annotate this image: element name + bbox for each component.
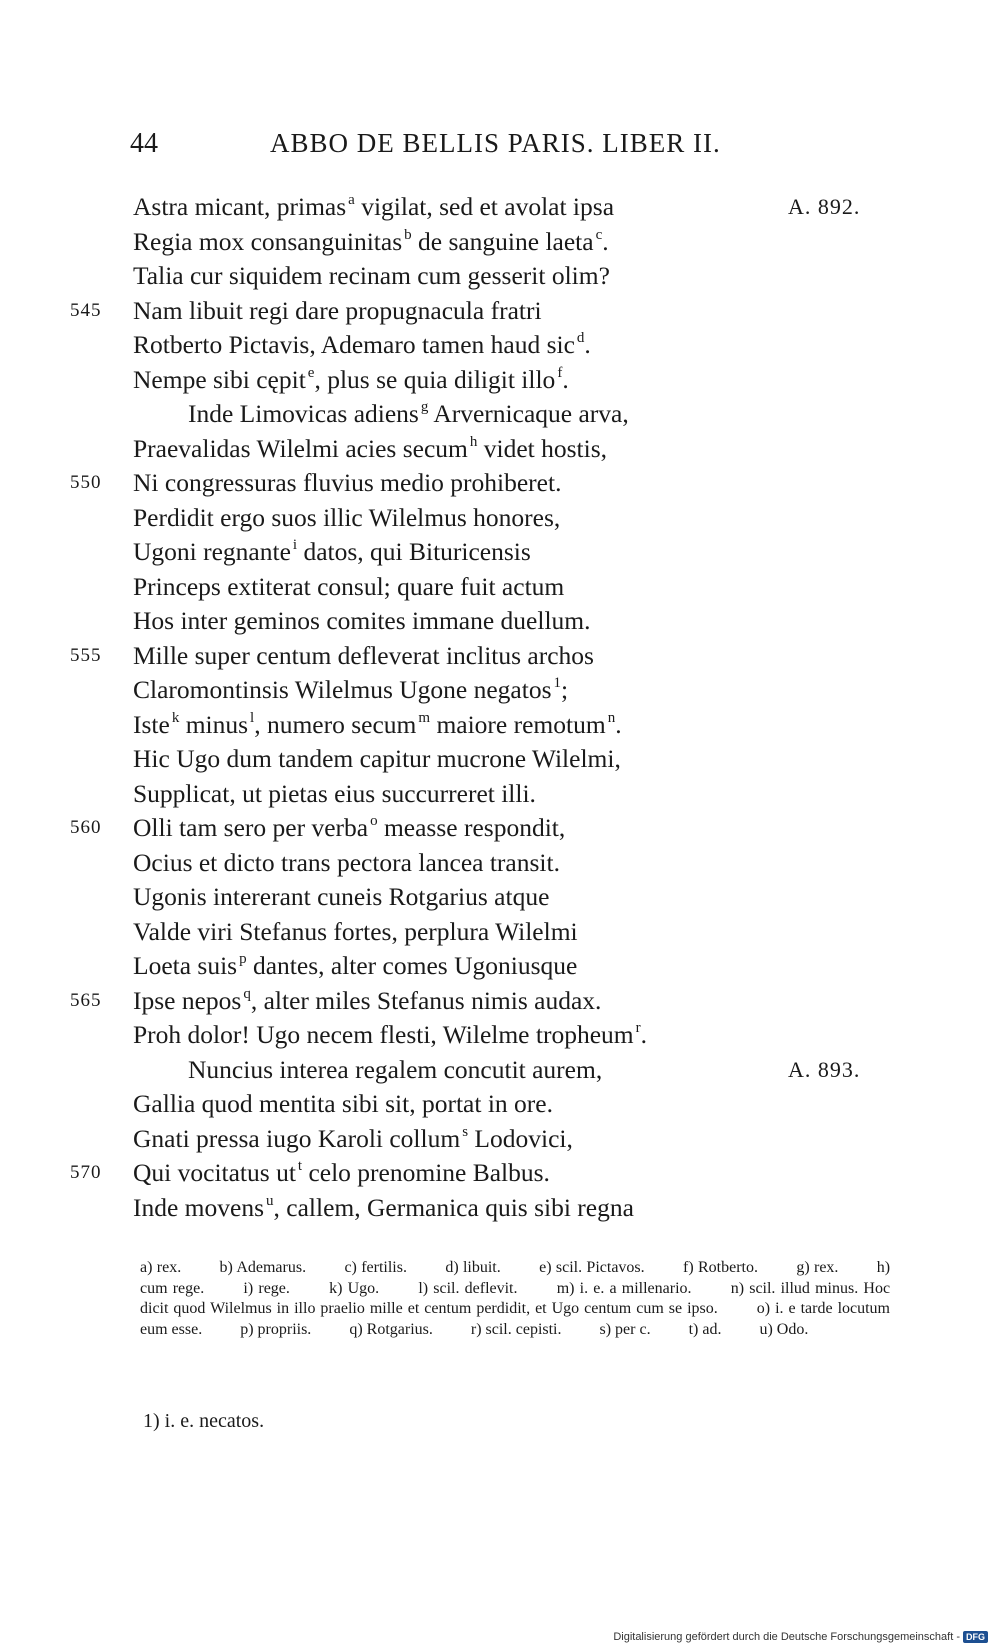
verse-segment: Hic Ugo dum tandem capitur mucrone Wilelmi, bbox=[133, 744, 621, 773]
verse-segment: ; bbox=[561, 675, 569, 704]
year-marginal-note: A. 892. bbox=[788, 194, 861, 219]
verse-line bbox=[0, 397, 1000, 432]
verse-segment: Perdidit ergo suos illic Wilelmus honores, bbox=[133, 502, 561, 532]
verse-line bbox=[0, 1018, 1000, 1053]
footnote: t) ad. bbox=[688, 1320, 722, 1338]
verse-segment: Valde viri Stefanus fortes, perplura Wilelmi bbox=[133, 916, 578, 946]
verse-text bbox=[133, 1122, 573, 1157]
running-title: ABBO DE BELLIS PARIS. LIBER II. bbox=[270, 128, 721, 158]
verse-segment: Rotberto Pictavis, Ademaro tamen haud sic bbox=[133, 330, 575, 359]
footnote: p) propriis. bbox=[240, 1320, 312, 1338]
footnote-marker: 1 bbox=[553, 675, 562, 691]
verse-text bbox=[133, 466, 561, 501]
footnote: f) Rotberto. bbox=[683, 1259, 758, 1276]
verse-segment: Talia cur siquidem recinam cum gesserit olim? bbox=[133, 261, 610, 290]
verse-line bbox=[0, 1122, 1000, 1157]
verse-text bbox=[133, 1087, 553, 1122]
verse-segment: . bbox=[562, 364, 569, 394]
verse-segment: Mille super centum defleverat inclitus archos bbox=[133, 640, 594, 670]
footnote: n) scil. illud minus. Hoc dicit quod Wilelmus in illo praelio mille et centum perdidit, et Ugo centum cum se ipso. bbox=[140, 1279, 891, 1317]
verse-segment: Nuncius interea regalem concutit aurem, bbox=[188, 1054, 603, 1084]
verse-text bbox=[133, 915, 578, 950]
footnote-marker: m bbox=[418, 709, 431, 726]
verse-segment: Ipse nepos bbox=[133, 985, 242, 1015]
verse-segment: maiore remotum bbox=[430, 709, 606, 739]
verse-segment: Iste bbox=[133, 709, 170, 739]
footnote: o) i. e tarde locutum eum esse. bbox=[140, 1300, 891, 1338]
verse-text bbox=[133, 259, 610, 294]
footnote: q) Rotgarius. bbox=[349, 1320, 433, 1338]
verse-segment: Inde Limovicas adiens bbox=[188, 399, 419, 428]
verse-text bbox=[133, 294, 542, 329]
page-number: 44 bbox=[130, 128, 158, 159]
footnote: s) per c. bbox=[599, 1320, 651, 1338]
verse-text bbox=[133, 639, 594, 674]
verse-line bbox=[0, 570, 1000, 605]
verse-line bbox=[0, 294, 1000, 329]
verse-segment: , alter miles Stefanus nimis audax. bbox=[250, 985, 602, 1015]
footnote-marker: h bbox=[469, 433, 478, 450]
footnote-marker: o bbox=[370, 813, 378, 829]
verse-segment: Gnati pressa iugo Karoli collum bbox=[133, 1123, 461, 1153]
line-number: 570 bbox=[70, 1162, 102, 1183]
verse-line bbox=[0, 880, 1000, 915]
footnote-marker: t bbox=[297, 1158, 303, 1174]
verse-line bbox=[0, 673, 1000, 708]
verse-text bbox=[133, 570, 564, 605]
footnote-marker: a bbox=[348, 192, 355, 208]
footnote: g) rex. bbox=[796, 1259, 839, 1276]
verse-line bbox=[0, 811, 1000, 846]
footnote: m) i. e. a millenario. bbox=[556, 1279, 692, 1297]
footnote-marker: k bbox=[171, 709, 180, 726]
footnote-marker: r bbox=[635, 1020, 641, 1036]
verse-text bbox=[133, 811, 565, 846]
verse-text bbox=[133, 432, 607, 467]
footnote: l) scil. deflevit. bbox=[418, 1279, 518, 1297]
verse-segment: Regia mox consanguinitas bbox=[133, 226, 403, 256]
verse-segment: Gallia quod mentita sibi sit, portat in ore. bbox=[133, 1089, 553, 1118]
footnote-marker: f bbox=[557, 364, 563, 381]
verse-segment: , callem, Germanica quis sibi regna bbox=[273, 1192, 634, 1222]
line-number: 555 bbox=[70, 644, 102, 666]
digitization-text: Digitalisierung gefördert durch die Deutsche Forschungsgemeinschaft - bbox=[613, 1631, 960, 1643]
footnote-marker: c bbox=[595, 226, 603, 243]
verse-segment: , numero secum bbox=[254, 709, 417, 739]
verse-text bbox=[133, 949, 577, 984]
verse-segment: de sanguine laeta bbox=[411, 226, 594, 256]
footnote: b) Ademarus. bbox=[219, 1259, 307, 1276]
verse-line bbox=[0, 846, 1000, 881]
verse-line bbox=[0, 501, 1000, 536]
footnote-marker: b bbox=[404, 226, 412, 243]
verse-text bbox=[133, 535, 531, 570]
verse-segment: measse respondit, bbox=[377, 813, 566, 842]
verse-segment: Astra micant, primas bbox=[133, 192, 347, 221]
verse-line bbox=[0, 915, 1000, 950]
verse-text bbox=[133, 604, 591, 639]
verse-text bbox=[188, 397, 629, 432]
verse-text bbox=[133, 501, 560, 536]
footnote: r) scil. cepisti. bbox=[470, 1320, 562, 1338]
verse-segment: dantes, alter comes Ugoniusque bbox=[246, 951, 578, 980]
verse-segment: Proh dolor! Ugo necem flesti, Wilelme tropheum bbox=[133, 1020, 634, 1049]
verse-segment: . bbox=[584, 330, 591, 359]
verse-text bbox=[133, 673, 568, 708]
verse-line bbox=[0, 363, 1000, 398]
verse-text bbox=[133, 777, 536, 812]
verse-text bbox=[133, 880, 549, 915]
verse-segment: Olli tam sero per verba bbox=[133, 813, 369, 842]
line-number: 550 bbox=[70, 472, 102, 493]
verse-line bbox=[0, 328, 1000, 363]
verse-line bbox=[0, 190, 1000, 225]
verse-text bbox=[133, 225, 609, 260]
verse-segment: Ugonis intererant cuneis Rotgarius atque bbox=[133, 882, 550, 911]
verse-segment: Hos inter geminos comites immane duellum. bbox=[133, 606, 591, 635]
verse-line bbox=[0, 432, 1000, 467]
verse-text bbox=[133, 1018, 647, 1053]
verse-segment: datos, qui Bituricensis bbox=[297, 537, 531, 566]
verse-text bbox=[133, 846, 560, 881]
verse-segment: Claromontinsis Wilelmus Ugone negatos bbox=[133, 675, 552, 704]
verse-text bbox=[133, 363, 569, 398]
line-number: 545 bbox=[70, 299, 102, 321]
verse-segment: Princeps extiterat consul; quare fuit actum bbox=[133, 571, 565, 601]
verse-text bbox=[133, 1191, 634, 1226]
line-number: 565 bbox=[70, 989, 102, 1011]
verse-line bbox=[0, 1156, 1000, 1191]
verse-line bbox=[0, 1053, 1000, 1088]
verse-text bbox=[188, 1053, 602, 1088]
verse-segment: Ocius et dicto trans pectora lancea transit. bbox=[133, 847, 560, 877]
verse-segment: Nam libuit regi dare propugnacula fratri bbox=[133, 295, 542, 325]
author-footnote: 1) i. e. necatos. bbox=[143, 1410, 265, 1432]
verse-line bbox=[0, 639, 1000, 674]
footnote: e) scil. Pictavos. bbox=[539, 1259, 645, 1276]
verse-segment: Nempe sibi cępit bbox=[133, 364, 306, 394]
dfg-logo: DFG bbox=[963, 1631, 988, 1643]
verse-line bbox=[0, 604, 1000, 639]
verse-segment: . bbox=[615, 709, 622, 739]
footnote-marker: s bbox=[462, 1123, 469, 1140]
verse-text bbox=[133, 742, 621, 777]
verse-line bbox=[0, 225, 1000, 260]
verse-segment: Inde movens bbox=[133, 1192, 265, 1222]
verse-segment: Ugoni regnante bbox=[133, 537, 291, 566]
footnote-marker: i bbox=[292, 537, 298, 553]
verse-line bbox=[0, 984, 1000, 1019]
footnote-marker: l bbox=[250, 709, 255, 726]
verse-segment: Arvernicaque arva, bbox=[428, 399, 629, 428]
verse-line bbox=[0, 259, 1000, 294]
verse-segment: , plus se quia diligit illo bbox=[314, 364, 556, 394]
verse-segment: Supplicat, ut pietas eius succurreret illi. bbox=[133, 778, 536, 808]
footnote: d) libuit. bbox=[445, 1259, 501, 1276]
verse-line bbox=[0, 949, 1000, 984]
verse-line bbox=[0, 466, 1000, 501]
verse-segment: Praevalidas Wilelmi acies secum bbox=[133, 433, 468, 463]
verse-line bbox=[0, 1087, 1000, 1122]
verse-segment: videt hostis, bbox=[477, 433, 607, 463]
verse-segment: Qui vocitatus ut bbox=[133, 1158, 296, 1187]
verse-block bbox=[0, 190, 1000, 1225]
verse-segment: minus bbox=[179, 709, 249, 739]
verse-segment: vigilat, sed et avolat ipsa bbox=[354, 192, 615, 221]
page-header bbox=[130, 128, 750, 168]
footnote: u) Odo. bbox=[759, 1320, 809, 1338]
verse-line bbox=[0, 742, 1000, 777]
footnote-marker: u bbox=[266, 1192, 274, 1209]
verse-text bbox=[133, 1156, 550, 1191]
footnote-marker: e bbox=[307, 364, 315, 381]
verse-segment: Loeta suis bbox=[133, 951, 238, 980]
footnote: h) cum rege. bbox=[140, 1259, 891, 1297]
verse-text bbox=[133, 328, 591, 363]
footnote: c) fertilis. bbox=[344, 1259, 407, 1276]
footnote: a) rex. bbox=[140, 1259, 182, 1276]
footnote: k) Ugo. bbox=[329, 1279, 380, 1297]
footnote-marker: d bbox=[576, 330, 585, 346]
verse-segment: Lodovici, bbox=[468, 1123, 573, 1153]
line-number: 560 bbox=[70, 817, 102, 838]
year-marginal-note: A. 893. bbox=[788, 1056, 861, 1082]
footnote-marker: n bbox=[607, 709, 616, 726]
verse-line bbox=[0, 535, 1000, 570]
verse-segment: . bbox=[640, 1020, 647, 1049]
footnote: i) rege. bbox=[243, 1279, 290, 1297]
editorial-footnotes bbox=[140, 1258, 890, 1340]
footnote-marker: g bbox=[420, 399, 429, 415]
digitization-notice bbox=[613, 1631, 988, 1643]
verse-line bbox=[0, 708, 1000, 743]
verse-text bbox=[133, 708, 622, 743]
footnote-marker: q bbox=[243, 985, 251, 1002]
verse-line bbox=[0, 1191, 1000, 1226]
verse-text bbox=[133, 190, 614, 225]
verse-segment: celo prenomine Balbus. bbox=[302, 1158, 550, 1187]
verse-segment: Ni congressuras fluvius medio prohiberet. bbox=[133, 468, 562, 497]
verse-segment: . bbox=[602, 226, 609, 256]
verse-text bbox=[133, 984, 601, 1019]
verse-line bbox=[0, 777, 1000, 812]
footnote-marker: p bbox=[239, 951, 247, 967]
